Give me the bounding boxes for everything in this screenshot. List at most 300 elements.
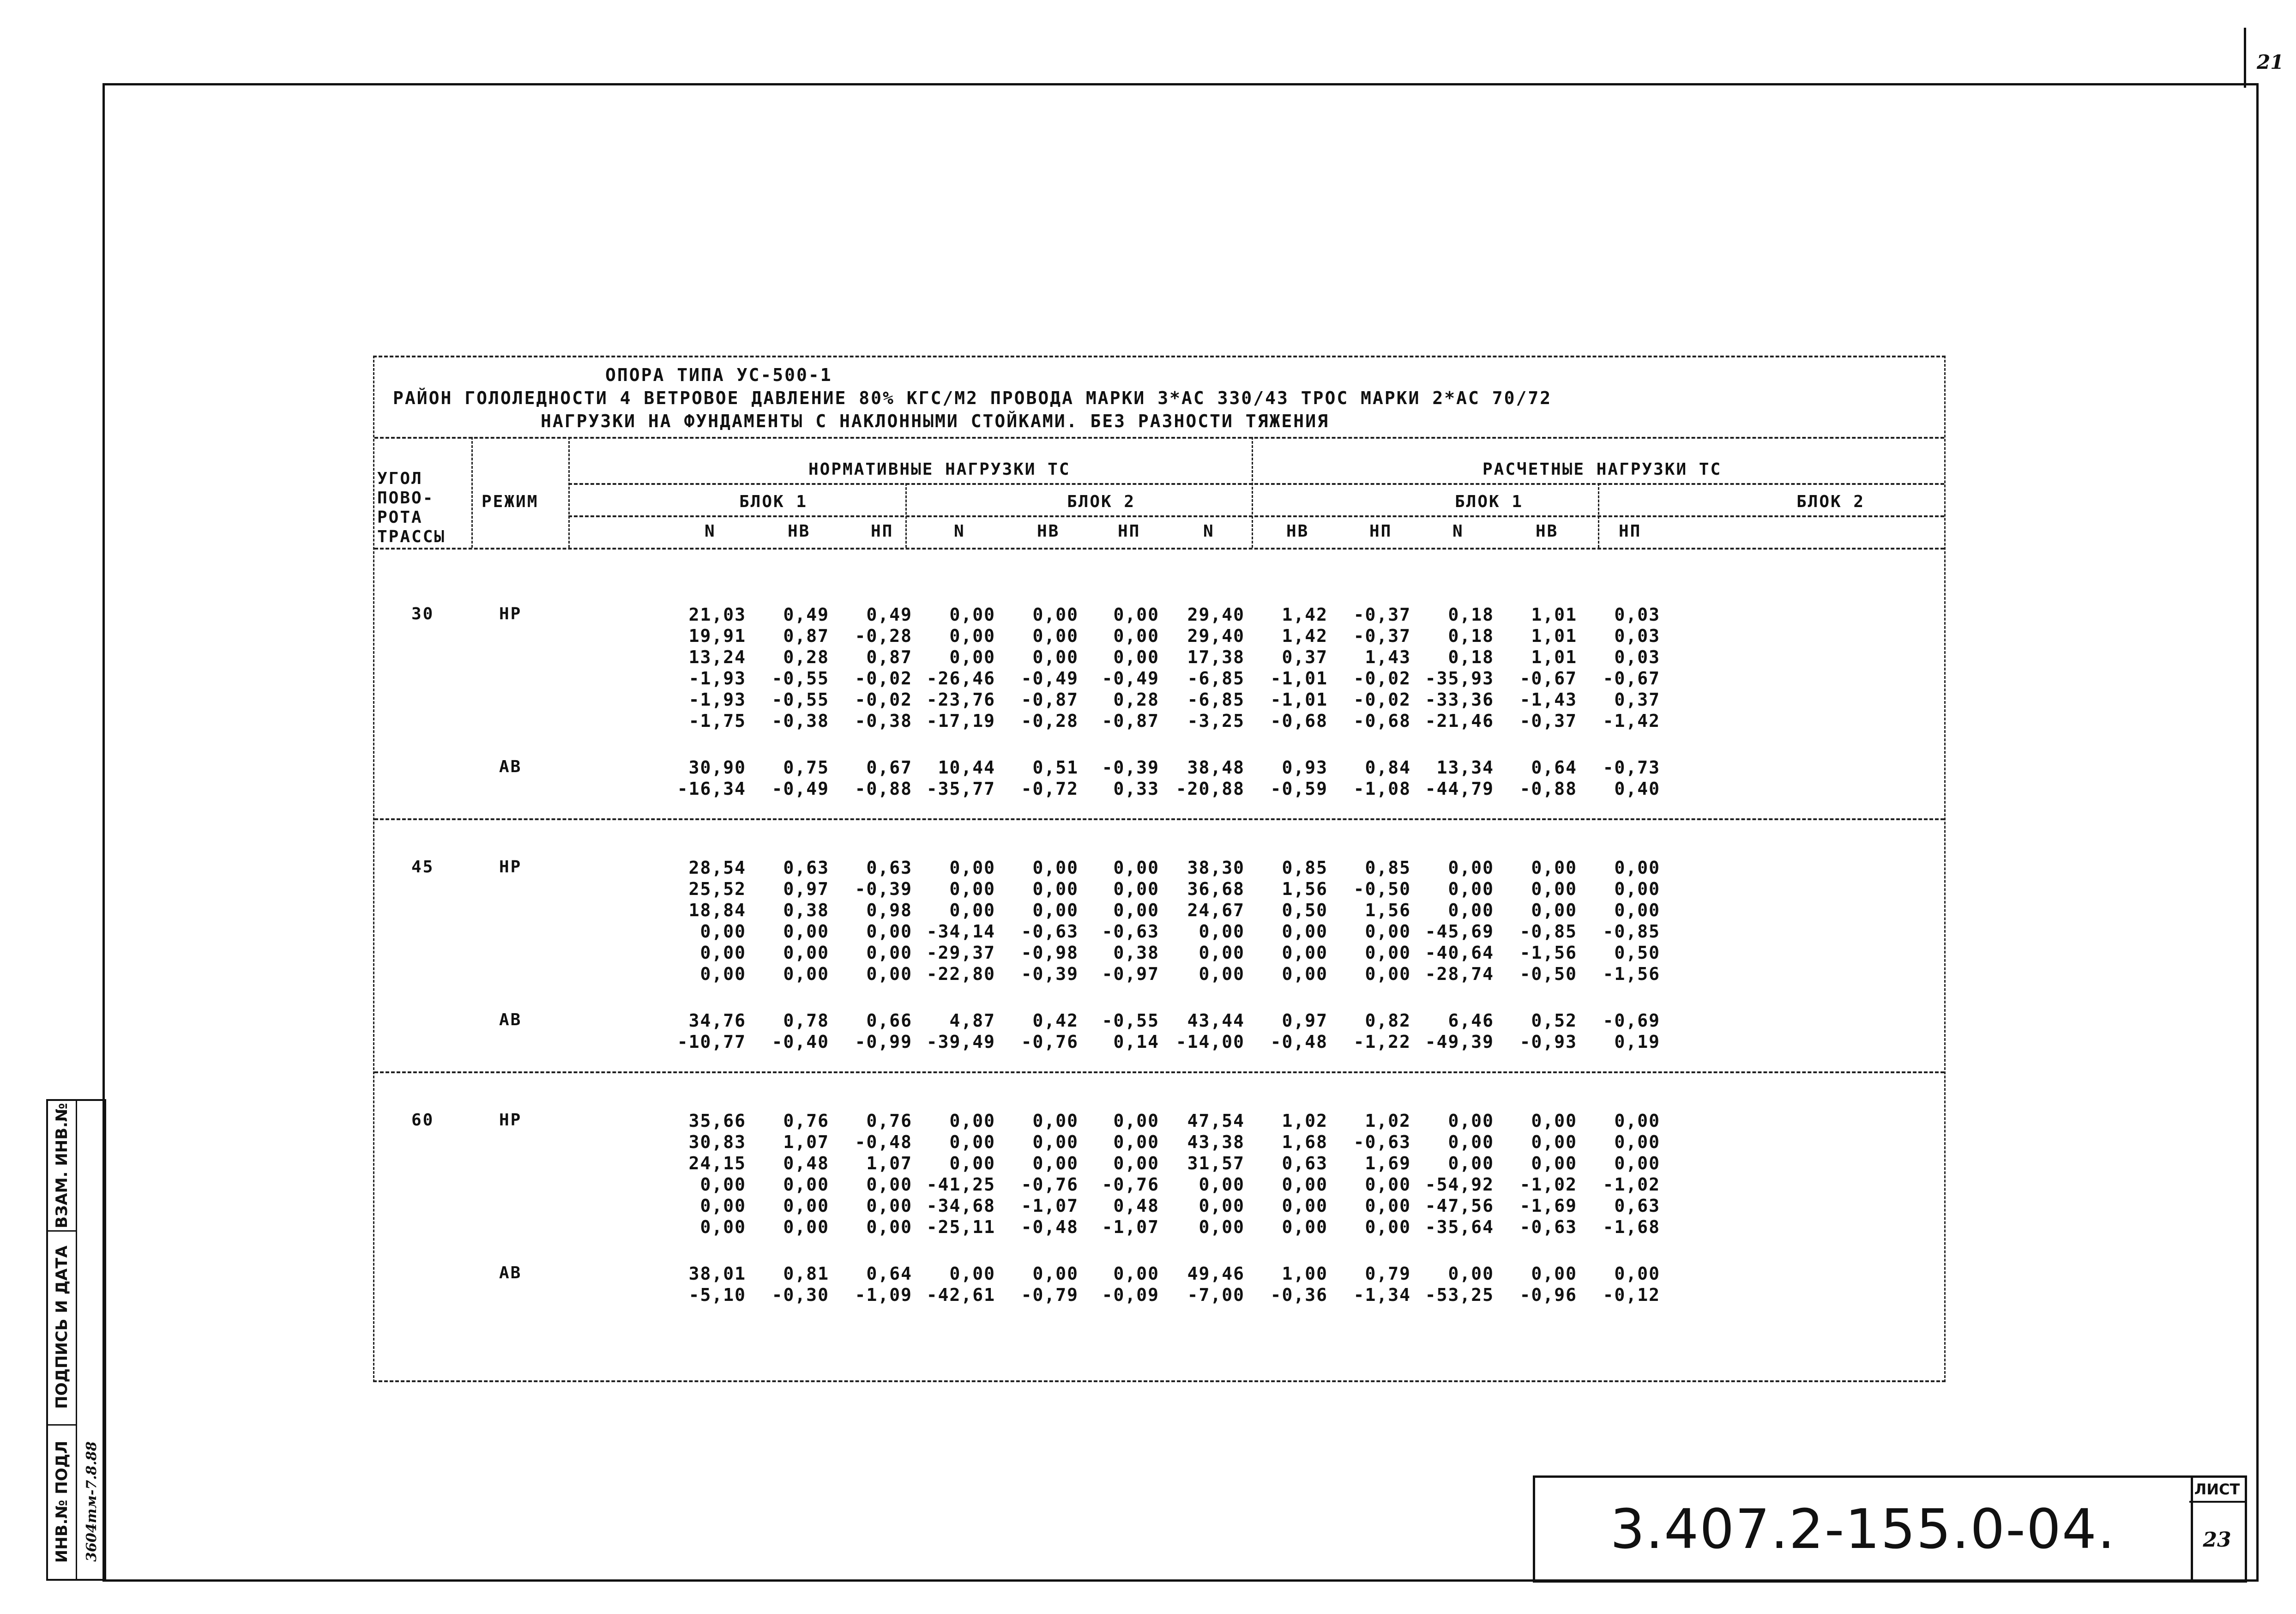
table-cell: 0,00 <box>1032 1153 1079 1173</box>
table-cell: 0,19 <box>1614 1032 1660 1052</box>
angle-heading-1: УГОЛ <box>377 469 423 488</box>
table-cell: 0,00 <box>1113 626 1159 646</box>
angle-value: 45 <box>411 858 434 877</box>
table-cell: 0,00 <box>1032 604 1079 625</box>
table-cell: 0,00 <box>866 1196 912 1216</box>
table-cell: -5,10 <box>688 1285 746 1305</box>
table-cell: 0,00 <box>1113 900 1159 920</box>
header-line-subject: НАГРУЗКИ НА ФУНДАМЕНТЫ С НАКЛОННЫМИ СТОЙКАМИ. БЕЗ РАЗНОСТИ ТЯЖЕНИЯ <box>541 411 1329 431</box>
stamp-handwritten-value: 3604тм-7.8.88 <box>83 1441 100 1562</box>
table-cell: -1,69 <box>1519 1196 1577 1216</box>
table-cell: -0,37 <box>1353 626 1411 646</box>
table-cell: 0,00 <box>949 1111 995 1131</box>
table-cell: 29,40 <box>1187 626 1245 646</box>
table-cell: -0,85 <box>1603 921 1660 942</box>
sub-heading-4: НВ <box>1037 522 1060 541</box>
table-cell: 0,00 <box>866 943 912 963</box>
table-cell: 0,87 <box>783 626 829 646</box>
table-cell: -0,96 <box>1519 1285 1577 1305</box>
sub-heading-9: N <box>1452 522 1464 541</box>
table-cell: 0,00 <box>783 921 829 942</box>
table-cell: -0,99 <box>855 1032 912 1052</box>
table-cell: 38,30 <box>1187 858 1245 878</box>
table-cell: -1,93 <box>688 689 746 710</box>
stamp-cell-vzam-inv <box>48 1101 76 1232</box>
table-cell: -0,55 <box>771 689 829 710</box>
table-cell: -22,80 <box>926 964 995 984</box>
table-cell: -1,75 <box>688 711 746 731</box>
sub-heading-1: НВ <box>788 522 811 541</box>
table-cell: 0,00 <box>1113 1153 1159 1173</box>
table-cell: 0,37 <box>1282 647 1328 667</box>
table-cell: 18,84 <box>688 900 746 920</box>
table-cell: -1,01 <box>1270 689 1328 710</box>
table-cell: 0,00 <box>783 964 829 984</box>
table-cell: -0,55 <box>1102 1010 1159 1031</box>
table-cell: 0,49 <box>866 604 912 625</box>
table-cell: 24,15 <box>688 1153 746 1173</box>
table-cell: 47,54 <box>1187 1111 1245 1131</box>
table-cell: 1,69 <box>1365 1153 1411 1173</box>
table-cell: 0,50 <box>1282 900 1328 920</box>
table-cell: 17,38 <box>1187 647 1245 667</box>
table-cell: 0,03 <box>1614 604 1660 625</box>
table-cell: -0,40 <box>771 1032 829 1052</box>
table-cell: 0,49 <box>783 604 829 625</box>
table-cell: -0,63 <box>1353 1132 1411 1152</box>
table-cell: 0,00 <box>1199 943 1245 963</box>
col-divider-angle <box>471 437 473 548</box>
table-cell: 0,97 <box>783 879 829 899</box>
table-cell: 1,01 <box>1531 626 1577 646</box>
table-cell: -1,02 <box>1519 1174 1577 1195</box>
table-cell: 0,00 <box>1448 1132 1494 1152</box>
table-cell: -49,39 <box>1425 1032 1494 1052</box>
table-cell: -0,85 <box>1519 921 1577 942</box>
table-cell: 0,00 <box>1282 921 1328 942</box>
table-cell: 0,00 <box>1199 1174 1245 1195</box>
normative-loads-heading: НОРМАТИВНЫЕ НАГРУЗКИ ТС <box>808 460 1071 479</box>
table-cell: 0,84 <box>1365 757 1411 778</box>
table-cell: 0,00 <box>1199 921 1245 942</box>
table-cell: 24,67 <box>1187 900 1245 920</box>
table-cell: -40,64 <box>1425 943 1494 963</box>
table-cell: -29,37 <box>926 943 995 963</box>
table-cell: 0,67 <box>866 757 912 778</box>
table-cell: 0,00 <box>1199 1217 1245 1237</box>
table-cell: -45,69 <box>1425 921 1494 942</box>
table-cell: -0,97 <box>1102 964 1159 984</box>
table-cell: 0,00 <box>866 1217 912 1237</box>
table-cell: 0,00 <box>1032 626 1079 646</box>
table-cell: 0,48 <box>783 1153 829 1173</box>
table-cell: -0,09 <box>1102 1285 1159 1305</box>
table-cell: -20,88 <box>1175 779 1245 799</box>
angle-value: 60 <box>411 1111 434 1130</box>
table-cell: 0,37 <box>1614 689 1660 710</box>
table-cell: 0,00 <box>1032 1263 1079 1284</box>
table-cell: 43,44 <box>1187 1010 1245 1031</box>
stamp-inv-podl-label: ИНВ.№ ПОДЛ <box>53 1440 71 1563</box>
sub-heading-6: N <box>1203 522 1215 541</box>
table-cell: 38,01 <box>688 1263 746 1284</box>
table-cell: 0,79 <box>1365 1263 1411 1284</box>
table-cell: 0,51 <box>1032 757 1079 778</box>
load-table-sheet <box>373 356 1946 1382</box>
table-cell: 0,00 <box>949 1153 995 1173</box>
table-cell: -0,87 <box>1021 689 1079 710</box>
table-cell: 6,46 <box>1448 1010 1494 1031</box>
table-cell: -21,46 <box>1425 711 1494 731</box>
table-cell: 38,48 <box>1187 757 1245 778</box>
table-cell: 36,68 <box>1187 879 1245 899</box>
mode-value: АВ <box>499 1010 522 1029</box>
table-cell: 0,87 <box>866 647 912 667</box>
table-cell: -0,76 <box>1102 1174 1159 1195</box>
col-divider-mode <box>568 437 570 548</box>
table-cell: -0,88 <box>855 779 912 799</box>
table-cell: 0,00 <box>1032 858 1079 878</box>
table-cell: 1,42 <box>1282 604 1328 625</box>
group-divider <box>374 1071 1944 1073</box>
table-cell: -0,02 <box>1353 668 1411 689</box>
table-cell: 0,00 <box>1614 900 1660 920</box>
table-cell: 0,00 <box>1113 604 1159 625</box>
table-cell: 0,00 <box>1365 943 1411 963</box>
table-cell: -35,77 <box>926 779 995 799</box>
table-cell: 0,03 <box>1614 647 1660 667</box>
table-cell: 0,00 <box>700 943 746 963</box>
table-cell: -0,28 <box>1021 711 1079 731</box>
header-line-support-type: ОПОРА ТИПА УС-500-1 <box>605 365 832 385</box>
stamp-cell-inv-value <box>77 1424 106 1579</box>
table-cell: 0,00 <box>1032 879 1079 899</box>
table-cell: 10,44 <box>938 757 995 778</box>
sheet-label: ЛИСТ <box>2189 1478 2245 1503</box>
table-cell: -34,68 <box>926 1196 995 1216</box>
table-cell: -14,00 <box>1175 1032 1245 1052</box>
table-cell: 0,00 <box>1448 858 1494 878</box>
table-cell: -0,67 <box>1603 668 1660 689</box>
table-cell: -53,25 <box>1425 1285 1494 1305</box>
table-cell: -0,02 <box>855 668 912 689</box>
table-cell: 0,00 <box>783 1217 829 1237</box>
mode-value: НР <box>499 858 522 877</box>
table-cell: 1,07 <box>783 1132 829 1152</box>
table-cell: 0,00 <box>949 1263 995 1284</box>
table-cell: 43,38 <box>1187 1132 1245 1152</box>
table-cell: 0,00 <box>1365 1174 1411 1195</box>
table-cell: 0,00 <box>700 1217 746 1237</box>
table-cell: 0,00 <box>783 943 829 963</box>
table-cell: 0,18 <box>1448 626 1494 646</box>
table-cell: -0,28 <box>855 626 912 646</box>
table-cell: -25,11 <box>926 1217 995 1237</box>
table-cell: 0,33 <box>1113 779 1159 799</box>
table-cell: 0,00 <box>1199 964 1245 984</box>
table-cell: 0,00 <box>866 964 912 984</box>
table-cell: -1,43 <box>1519 689 1577 710</box>
table-cell: -0,38 <box>855 711 912 731</box>
table-cell: -0,38 <box>771 711 829 731</box>
header-rule <box>374 437 1944 439</box>
mode-value: НР <box>499 1111 522 1130</box>
table-cell: 0,00 <box>1531 1153 1577 1173</box>
table-cell: 0,97 <box>1282 1010 1328 1031</box>
table-cell: -0,48 <box>1021 1217 1079 1237</box>
table-cell: 0,00 <box>866 1174 912 1195</box>
table-cell: 0,00 <box>866 921 912 942</box>
table-cell: 21,03 <box>688 604 746 625</box>
sub-heading-2: НП <box>871 522 894 541</box>
table-cell: 0,00 <box>1113 1111 1159 1131</box>
table-cell: 0,28 <box>1113 689 1159 710</box>
sub-heading-0: N <box>705 522 716 541</box>
table-cell: 13,34 <box>1436 757 1494 778</box>
stamp-podpis-data-label: ПОДПИСЬ И ДАТА <box>53 1245 71 1409</box>
table-cell: -1,34 <box>1353 1285 1411 1305</box>
table-cell: 0,00 <box>1282 964 1328 984</box>
table-cell: 29,40 <box>1187 604 1245 625</box>
table-cell: 0,00 <box>949 900 995 920</box>
table-cell: -0,63 <box>1519 1217 1577 1237</box>
col-divider-normative <box>1252 437 1253 548</box>
header-rule-3 <box>568 515 1944 517</box>
table-cell: 0,00 <box>1531 1263 1577 1284</box>
table-cell: 0,00 <box>1448 1111 1494 1131</box>
table-cell: -0,02 <box>1353 689 1411 710</box>
table-cell: 0,63 <box>783 858 829 878</box>
sub-heading-10: НВ <box>1536 522 1559 541</box>
table-cell: 0,00 <box>1614 1111 1660 1131</box>
table-cell: 0,00 <box>949 647 995 667</box>
table-cell: -6,85 <box>1187 689 1245 710</box>
table-cell: 0,00 <box>1032 900 1079 920</box>
table-cell: 0,00 <box>1531 879 1577 899</box>
table-cell: 1,43 <box>1365 647 1411 667</box>
table-cell: 0,75 <box>783 757 829 778</box>
table-cell: -17,19 <box>926 711 995 731</box>
table-cell: 1,56 <box>1365 900 1411 920</box>
table-cell: -1,68 <box>1603 1217 1660 1237</box>
sub-heading-11: НП <box>1619 522 1642 541</box>
table-cell: -0,69 <box>1603 1010 1660 1031</box>
normative-block2-heading: БЛОК 2 <box>1067 492 1136 511</box>
angle-heading-3: РОТА <box>377 508 423 527</box>
table-cell: 0,00 <box>1531 1111 1577 1131</box>
table-cell: 0,00 <box>1448 1153 1494 1173</box>
table-cell: 0,00 <box>1614 1153 1660 1173</box>
table-cell: -1,42 <box>1603 711 1660 731</box>
mode-value: АВ <box>499 757 522 776</box>
sheet-number-box <box>2189 1475 2247 1583</box>
table-cell: 0,38 <box>783 900 829 920</box>
table-cell: 0,00 <box>1531 1132 1577 1152</box>
table-cell: 0,00 <box>700 1174 746 1195</box>
table-cell: 0,00 <box>1531 900 1577 920</box>
table-cell: 0,00 <box>1365 1217 1411 1237</box>
table-cell: -0,67 <box>1519 668 1577 689</box>
table-cell: 0,00 <box>1365 1196 1411 1216</box>
group-divider <box>374 818 1944 820</box>
table-cell: -0,02 <box>855 689 912 710</box>
table-cell: 30,90 <box>688 757 746 778</box>
table-cell: -39,49 <box>926 1032 995 1052</box>
table-cell: -35,64 <box>1425 1217 1494 1237</box>
table-cell: 0,00 <box>1199 1196 1245 1216</box>
table-cell: -0,63 <box>1021 921 1079 942</box>
table-cell: -0,50 <box>1353 879 1411 899</box>
table-cell: -0,88 <box>1519 779 1577 799</box>
table-cell: 0,00 <box>1365 964 1411 984</box>
table-cell: 0,18 <box>1448 604 1494 625</box>
table-cell: 0,00 <box>1113 647 1159 667</box>
table-cell: 0,00 <box>949 1132 995 1152</box>
table-cell: -10,77 <box>677 1032 746 1052</box>
document-code: 3.407.2-155.0-04. <box>1610 1497 2116 1561</box>
table-cell: 13,24 <box>688 647 746 667</box>
table-cell: 0,40 <box>1614 779 1660 799</box>
table-cell: 0,85 <box>1365 858 1411 878</box>
table-cell: -0,39 <box>1102 757 1159 778</box>
table-cell: -0,72 <box>1021 779 1079 799</box>
table-cell: 0,00 <box>1614 858 1660 878</box>
table-cell: -44,79 <box>1425 779 1494 799</box>
table-cell: -3,25 <box>1187 711 1245 731</box>
table-cell: -0,48 <box>1270 1032 1328 1052</box>
table-cell: 49,46 <box>1187 1263 1245 1284</box>
table-cell: -0,49 <box>1021 668 1079 689</box>
table-cell: -0,49 <box>771 779 829 799</box>
header-line-conditions: РАЙОН ГОЛОЛЕДНОСТИ 4 ВЕТРОВОЕ ДАВЛЕНИЕ 80% КГС/М2 ПРОВОДА МАРКИ 3*АС 330/43 ТРОС МАРКИ 2*АС 70/72 <box>393 388 1552 408</box>
binding-stamp <box>46 1099 106 1581</box>
table-cell: 0,00 <box>1614 879 1660 899</box>
table-cell: 0,00 <box>783 1174 829 1195</box>
table-cell: -47,56 <box>1425 1196 1494 1216</box>
table-cell: 25,52 <box>688 879 746 899</box>
header-bottom-rule <box>374 548 1944 550</box>
stamp-vzam-inv-label: ВЗАМ. ИНВ.№ <box>53 1103 71 1228</box>
sub-heading-5: НП <box>1118 522 1141 541</box>
table-cell: -1,09 <box>855 1285 912 1305</box>
table-cell: 0,00 <box>1113 1263 1159 1284</box>
table-cell: 0,00 <box>1113 858 1159 878</box>
table-cell: 0,00 <box>1614 1263 1660 1284</box>
table-cell: -42,61 <box>926 1285 995 1305</box>
stamp-cell-inv-podl <box>48 1424 76 1579</box>
table-cell: -0,63 <box>1102 921 1159 942</box>
table-cell: 0,00 <box>1282 1196 1328 1216</box>
design-loads-heading: РАСЧЕТНЫЕ НАГРУЗКИ ТС <box>1482 460 1722 479</box>
header-rule-2 <box>568 483 1944 485</box>
table-cell: 0,82 <box>1365 1010 1411 1031</box>
stamp-labels-column <box>48 1101 76 1579</box>
table-cell: -0,36 <box>1270 1285 1328 1305</box>
table-cell: 0,42 <box>1032 1010 1079 1031</box>
table-cell: 0,00 <box>1448 1263 1494 1284</box>
table-cell: 1,01 <box>1531 647 1577 667</box>
table-cell: 0,00 <box>949 879 995 899</box>
table-cell: -0,87 <box>1102 711 1159 731</box>
table-cell: 0,64 <box>866 1263 912 1284</box>
table-cell: -0,48 <box>855 1132 912 1152</box>
title-block <box>1533 1475 2193 1583</box>
table-cell: -0,79 <box>1021 1285 1079 1305</box>
table-cell: -0,30 <box>771 1285 829 1305</box>
table-cell: 1,68 <box>1282 1132 1328 1152</box>
table-cell: -33,36 <box>1425 689 1494 710</box>
table-cell: -0,49 <box>1102 668 1159 689</box>
mode-value: АВ <box>499 1263 522 1282</box>
table-cell: 0,98 <box>866 900 912 920</box>
table-cell: 0,00 <box>1282 1174 1328 1195</box>
table-cell: -54,92 <box>1425 1174 1494 1195</box>
table-cell: 0,00 <box>1032 1132 1079 1152</box>
corner-page-mark: 21 <box>2257 51 2284 73</box>
table-cell: -0,76 <box>1021 1174 1079 1195</box>
table-cell: -7,00 <box>1187 1285 1245 1305</box>
table-cell: -0,68 <box>1270 711 1328 731</box>
table-cell: 0,76 <box>866 1111 912 1131</box>
table-cell: 1,02 <box>1282 1111 1328 1131</box>
table-cell: -0,39 <box>855 879 912 899</box>
design-block2-heading: БЛОК 2 <box>1796 492 1865 511</box>
table-cell: -6,85 <box>1187 668 1245 689</box>
table-cell: -0,50 <box>1519 964 1577 984</box>
angle-heading-2: ПОВО- <box>377 489 434 508</box>
table-cell: 0,00 <box>700 921 746 942</box>
table-cell: 0,00 <box>1032 1111 1079 1131</box>
table-cell: -0,37 <box>1519 711 1577 731</box>
table-cell: 0,03 <box>1614 626 1660 646</box>
table-cell: 0,00 <box>1113 1132 1159 1152</box>
table-cell: 0,28 <box>783 647 829 667</box>
table-cell: -0,55 <box>771 668 829 689</box>
table-cell: 1,02 <box>1365 1111 1411 1131</box>
table-cell: 0,66 <box>866 1010 912 1031</box>
table-cell: -0,37 <box>1353 604 1411 625</box>
binding-rule <box>2244 28 2246 88</box>
sheet-number: 23 <box>2203 1528 2231 1552</box>
table-cell: -0,68 <box>1353 711 1411 731</box>
table-cell: -1,01 <box>1270 668 1328 689</box>
table-cell: -0,93 <box>1519 1032 1577 1052</box>
table-cell: 0,85 <box>1282 858 1328 878</box>
normative-block1-heading: БЛОК 1 <box>739 492 808 511</box>
table-cell: -0,76 <box>1021 1032 1079 1052</box>
table-cell: 0,00 <box>1448 879 1494 899</box>
table-cell: 0,00 <box>700 964 746 984</box>
table-cell: 31,57 <box>1187 1153 1245 1173</box>
table-cell: -1,22 <box>1353 1032 1411 1052</box>
angle-heading-4: ТРАССЫ <box>377 527 446 546</box>
table-cell: -1,08 <box>1353 779 1411 799</box>
table-cell: -0,39 <box>1021 964 1079 984</box>
table-cell: 0,00 <box>949 626 995 646</box>
table-cell: -26,46 <box>926 668 995 689</box>
design-block1-heading: БЛОК 1 <box>1455 492 1524 511</box>
table-cell: 0,76 <box>783 1111 829 1131</box>
sub-heading-7: НВ <box>1286 522 1309 541</box>
table-cell: 0,00 <box>949 858 995 878</box>
table-cell: 0,00 <box>1614 1132 1660 1152</box>
table-cell: 0,14 <box>1113 1032 1159 1052</box>
table-cell: 0,63 <box>1282 1153 1328 1173</box>
table-cell: 0,00 <box>1531 858 1577 878</box>
table-cell: 28,54 <box>688 858 746 878</box>
table-cell: 0,50 <box>1614 943 1660 963</box>
table-cell: -1,07 <box>1102 1217 1159 1237</box>
